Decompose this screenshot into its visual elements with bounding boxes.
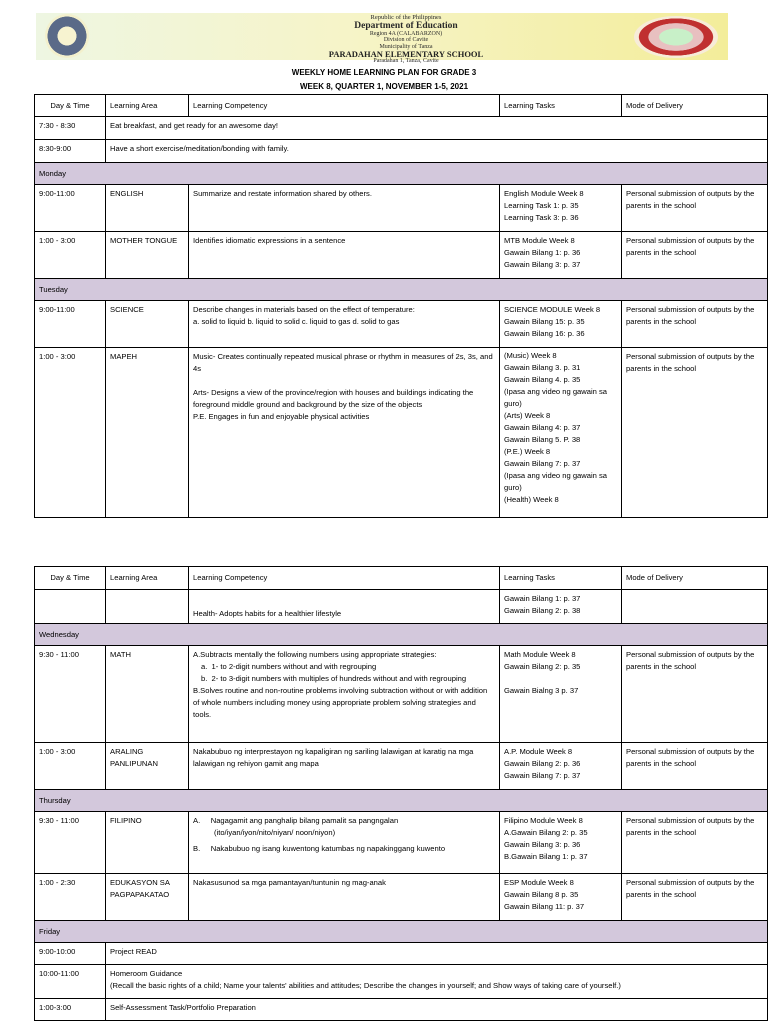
competency-pe: P.E. Engages in fun and enjoyable physical activities [193, 412, 370, 421]
task-line: Gawain Bilang 7: p. 37 [504, 771, 581, 780]
task-line: Gawain Bilang 15: p. 35 [504, 317, 585, 326]
task-line: Gawain Bilang 16: p. 36 [504, 329, 585, 338]
table-row [35, 965, 768, 999]
letterhead-text [276, 13, 536, 64]
task-line: Gawain Bialng 3 p. 37 [504, 686, 579, 695]
delivery-cell: Personal submission of outputs by the parents in the school [622, 348, 768, 518]
task-line: Gawain Bilang 1: p. 37 [504, 594, 581, 603]
time-cell: 1:00-3:00 [35, 999, 106, 1021]
col-mode-of-delivery: Mode of Delivery [622, 95, 768, 117]
homeroom-detail: (Recall the basic rights of a child; Name your talents' abilities and attitudes; Describe the changes in yourself; and Show ways of taking care of yourself.) [110, 981, 621, 990]
delivery-cell: Personal submission of outputs by the parents in the school [622, 646, 768, 743]
learning-plan-table-1 [34, 94, 768, 518]
competency-cell [189, 646, 500, 743]
day-row-tuesday [35, 279, 768, 301]
area-cell: MAPEH [106, 348, 189, 518]
tasks-cell [500, 301, 622, 348]
competency-cell [189, 348, 500, 518]
homeroom-title: Homeroom Guidance [110, 969, 183, 978]
competency-line: A.Subtracts mentally the following numbers using appropriate strategies: [193, 650, 437, 659]
delivery-cell [622, 590, 768, 624]
col-learning-area: Learning Area [106, 95, 189, 117]
task-line: SCIENCE MODULE Week 8 [504, 305, 601, 314]
time-cell: 1:00 - 2:30 [35, 874, 106, 921]
competency-line: B.Solves routine and non-routine problems involving subtraction without or with addition of whole numbers including money using appropriate problem solving strategies and tools. [193, 686, 490, 719]
table-row [35, 646, 768, 743]
competency-arts: Arts- Designs a view of the province/region with houses and buildings indicating the foreground middle ground and background by the size of the objects [193, 388, 476, 409]
republic-line: Republic of the Philippines [370, 14, 442, 21]
competency-cell: Health- Adopts habits for a healthier lifestyle [189, 590, 500, 624]
task-line: Filipino Module Week 8 [504, 816, 583, 825]
plan-subtitle: WEEK 8, QUARTER 1, NOVEMBER 1-5, 2021 [299, 82, 469, 91]
table-row [35, 232, 768, 279]
tasks-cell [500, 185, 622, 232]
time-cell: 8:30-9:00 [35, 140, 106, 163]
division-line: Division of Cavite [383, 37, 429, 44]
competency-cell [189, 812, 500, 874]
time-cell: 9:30 - 11:00 [35, 812, 106, 874]
table-header-row [35, 95, 768, 117]
activity-cell: Project READ [106, 943, 768, 965]
task-line: Learning Task 3: p. 36 [504, 213, 579, 222]
table-row [35, 943, 768, 965]
task-line: Gawain Bilang 2: p. 36 [504, 759, 581, 768]
area-cell: ARALING PANLIPUNAN [106, 743, 189, 790]
activity-cell: Have a short exercise/meditation/bonding with family. [106, 140, 768, 163]
competency-line: Describe changes in materials based on the effect of temperature: [193, 305, 415, 314]
plan-title: WEEKLY HOME LEARNING PLAN FOR GRADE 3 [291, 68, 477, 77]
task-line: A.Gawain Bilang 2: p. 35 [504, 828, 588, 837]
department-line: Department of Education [354, 20, 458, 31]
area-cell: MOTHER TONGUE [106, 232, 189, 279]
task-line: ESP Module Week 8 [504, 878, 574, 887]
tasks-cell [500, 812, 622, 874]
task-line: A.P. Module Week 8 [504, 747, 573, 756]
area-cell: MATH [106, 646, 189, 743]
time-cell: 9:00-11:00 [35, 301, 106, 348]
table-row [35, 348, 768, 518]
time-cell: 1:00 - 3:00 [35, 743, 106, 790]
time-cell: 1:00 - 3:00 [35, 348, 106, 518]
day-label: Friday [35, 921, 768, 943]
area-cell: SCIENCE [106, 301, 189, 348]
area-cell [106, 590, 189, 624]
delivery-cell: Personal submission of outputs by the parents in the school [622, 301, 768, 348]
col-mode-of-delivery: Mode of Delivery [622, 567, 768, 590]
school-name: PARADAHAN ELEMENTARY SCHOOL [328, 48, 484, 59]
time-cell: 9:00-11:00 [35, 185, 106, 232]
day-row-friday [35, 921, 768, 943]
time-cell: 7:30 - 8:30 [35, 117, 106, 140]
task-line: Gawain Bilang 3: p. 37 [504, 260, 581, 269]
table-row [35, 874, 768, 921]
task-line: (Music) Week 8 [504, 351, 557, 360]
time-cell [35, 590, 106, 624]
table-row [35, 301, 768, 348]
area-cell: FILIPINO [106, 812, 189, 874]
competency-cell: Identifies idiomatic expressions in a sentence [189, 232, 500, 279]
col-learning-competency: Learning Competency [189, 567, 500, 590]
area-cell: EDUKASYON SA PAGPAPAKATAO [106, 874, 189, 921]
table-row [35, 117, 768, 140]
delivery-cell: Personal submission of outputs by the parents in the school [622, 185, 768, 232]
task-line: Gawain Bilang 3: p. 36 [504, 840, 581, 849]
task-line: B.Gawain Bilang 1: p. 37 [504, 852, 588, 861]
activity-cell: Self-Assessment Task/Portfolio Preparation [106, 999, 768, 1021]
col-day-time: Day & Time [35, 95, 106, 117]
tasks-cell [500, 743, 622, 790]
tasks-cell [500, 232, 622, 279]
time-cell: 9:30 - 11:00 [35, 646, 106, 743]
task-line: Gawain Bilang 3. p. 31 [504, 363, 581, 372]
delivery-cell: Personal submission of outputs by the parents in the school [622, 874, 768, 921]
tasks-cell [500, 646, 622, 743]
delivery-cell: Personal submission of outputs by the parents in the school [622, 232, 768, 279]
day-row-wednesday [35, 624, 768, 646]
task-line: Gawain Bilang 8 p. 35 [504, 890, 579, 899]
task-line: (Health) Week 8 [504, 495, 559, 504]
task-line: Gawain Bilang 5. P. 38 [504, 435, 581, 444]
deped-seal-logo [45, 14, 89, 58]
task-line: (Ipasa ang video ng gawain sa guro) [504, 387, 610, 408]
task-line: Gawain Bilang 7: p. 37 [504, 459, 581, 468]
day-label: Monday [35, 163, 768, 185]
day-label: Wednesday [35, 624, 768, 646]
task-line: (Arts) Week 8 [504, 411, 551, 420]
tasks-cell [500, 874, 622, 921]
delivery-cell: Personal submission of outputs by the parents in the school [622, 743, 768, 790]
col-learning-tasks: Learning Tasks [500, 95, 622, 117]
day-label: Tuesday [35, 279, 768, 301]
competency-cell [189, 301, 500, 348]
delivery-cell: Personal submission of outputs by the parents in the school [622, 812, 768, 874]
competency-cell: Summarize and restate information shared by others. [189, 185, 500, 232]
table-header-row [35, 567, 768, 590]
time-cell: 1:00 - 3:00 [35, 232, 106, 279]
col-learning-tasks: Learning Tasks [500, 567, 622, 590]
task-line: Learning Task 1: p. 35 [504, 201, 579, 210]
competency-line: B. Nakabubuo ng isang kuwentong katumbas ng napakinggang kuwento [193, 844, 446, 853]
competency-line: b. 2- to 3-digit numbers with multiples of hundreds without and with regrouping [201, 674, 467, 683]
col-learning-competency: Learning Competency [189, 95, 500, 117]
competency-line: a. solid to liquid b. liquid to solid c. liquid to gas d. solid to gas [193, 317, 400, 326]
day-row-monday [35, 163, 768, 185]
competency-music: Music- Creates continually repeated musical phrase or rhythm in measures of 2s, 3s, and 4s [193, 352, 495, 373]
competency-line: A. Nagagamit ang panghalip bilang pamalit sa pangngalan [193, 816, 399, 825]
task-line: Math Module Week 8 [504, 650, 576, 659]
time-cell: 9:00-10:00 [35, 943, 106, 965]
learning-plan-table-2 [34, 566, 768, 1021]
task-line: English Module Week 8 [504, 189, 584, 198]
school-address: Paradahan 1, Tanza, Cavite [373, 58, 439, 65]
task-line: Gawain Bilang 2: p. 35 [504, 662, 581, 671]
table-row [35, 743, 768, 790]
table-row [35, 999, 768, 1021]
competency-cell: Nakabubuo ng interprestayon ng kapaligiran ng sariling lalawigan at karatig na mga lalawigan ng rehiyon gamit ang mapa [189, 743, 500, 790]
task-line: (P.E.) Week 8 [504, 447, 551, 456]
tasks-cell [500, 590, 622, 624]
task-line: (Ipasa ang video ng gawain sa guro) [504, 471, 610, 492]
table-row [35, 812, 768, 874]
task-line: Gawain Bilang 4. p. 35 [504, 375, 581, 384]
activity-cell [106, 965, 768, 999]
table-row [35, 185, 768, 232]
task-line: MTB Module Week 8 [504, 236, 575, 245]
time-cell: 10:00-11:00 [35, 965, 106, 999]
competency-cell: Nakasusunod sa mga pamantayan/tuntunin ng mag-anak [189, 874, 500, 921]
day-label: Thursday [35, 790, 768, 812]
competency-line: (ito/iyan/iyon/nito/niyan/ noon/niyon) [214, 828, 336, 837]
region-line: Region 4A (CALABARZON) [369, 31, 443, 38]
activity-cell: Eat breakfast, and get ready for an awesome day! [106, 117, 768, 140]
task-line: Gawain Bilang 1: p. 36 [504, 248, 581, 257]
task-line: Gawain Bilang 4: p. 37 [504, 423, 581, 432]
col-day-time: Day & Time [35, 567, 106, 590]
school-seal-logo [634, 16, 718, 58]
col-learning-area: Learning Area [106, 567, 189, 590]
tasks-cell [500, 348, 622, 518]
area-cell: ENGLISH [106, 185, 189, 232]
competency-line: a. 1- to 2-digit numbers without and with regrouping [201, 662, 377, 671]
table-row [35, 590, 768, 624]
municipality-line: Municipality of Tanza [379, 43, 433, 50]
letterhead-banner [36, 13, 728, 65]
day-row-thursday [35, 790, 768, 812]
task-line: Gawain Bilang 2: p. 38 [504, 606, 581, 615]
table-row [35, 140, 768, 163]
task-line: Gawain Bilang 11: p. 37 [504, 902, 585, 911]
